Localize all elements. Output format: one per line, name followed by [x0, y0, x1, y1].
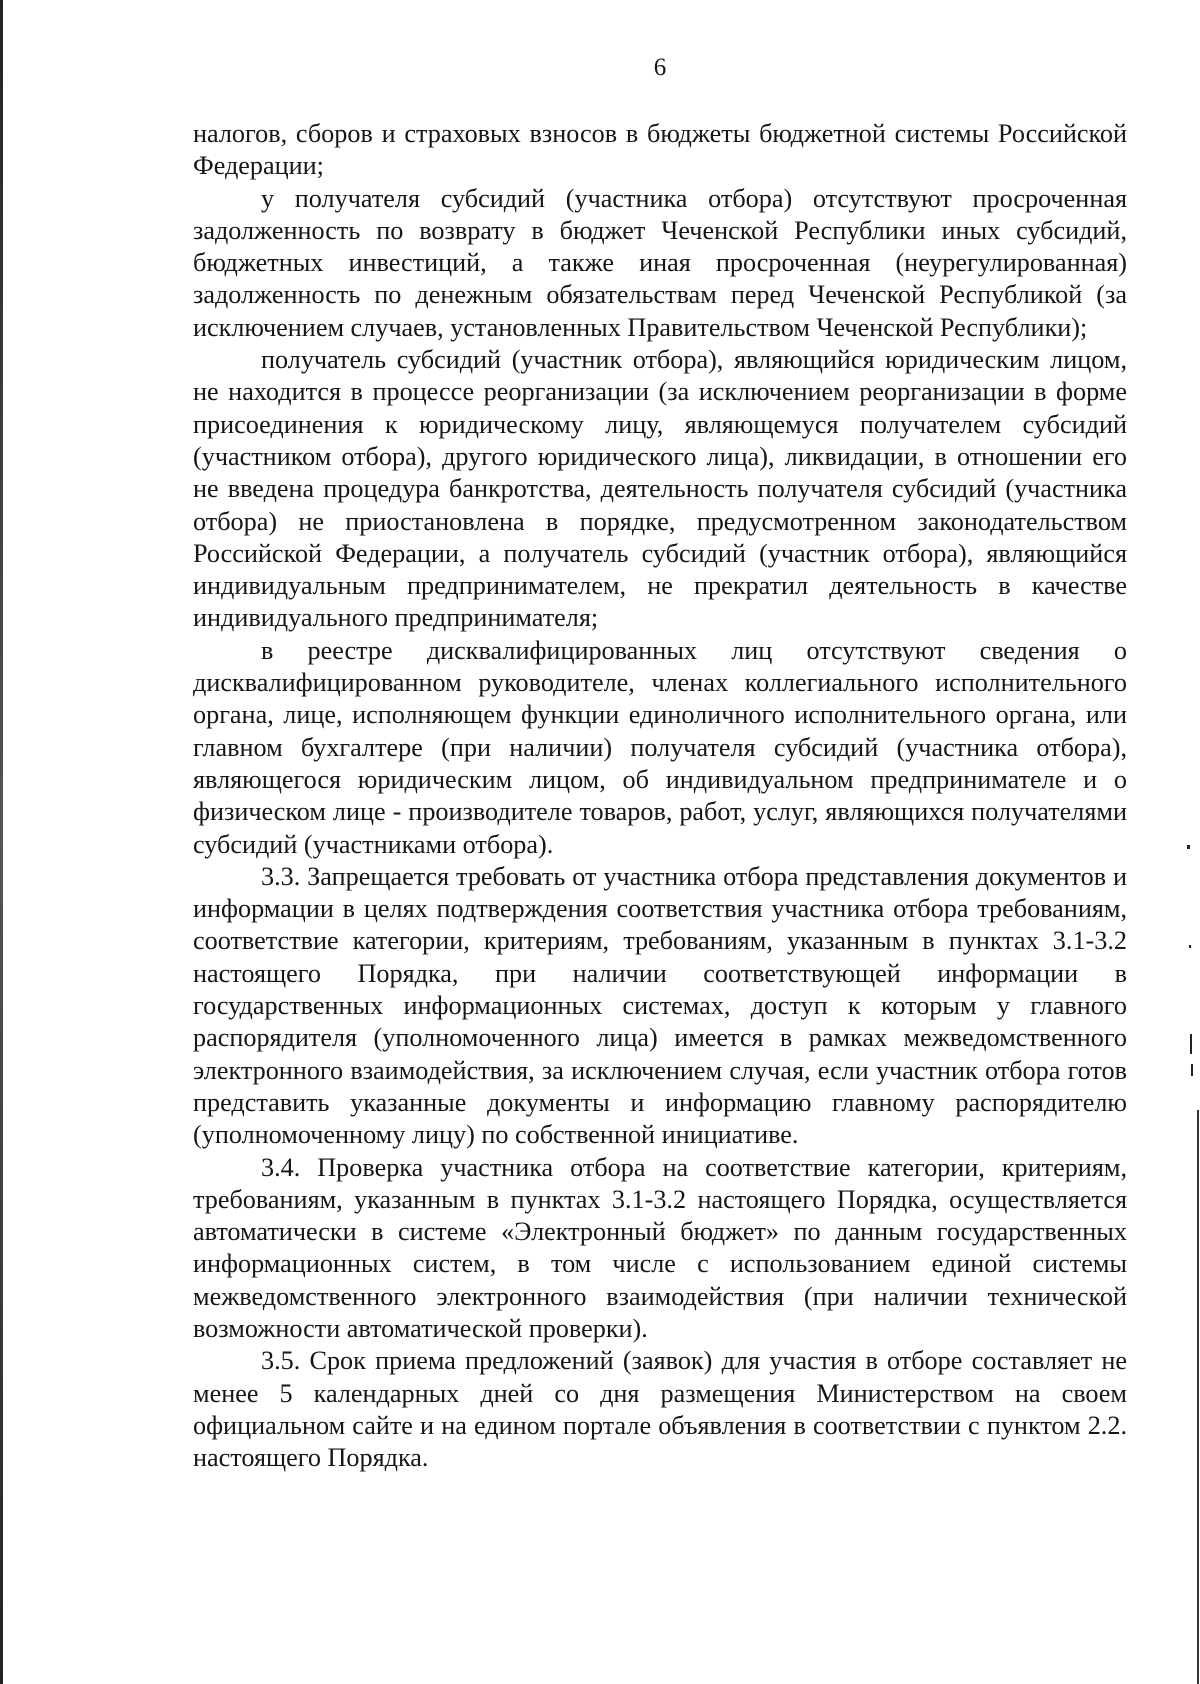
scan-speck: [1189, 945, 1191, 948]
scan-edge-right: [1197, 1110, 1199, 1684]
scan-speck: [1191, 1064, 1193, 1076]
paragraph-3-5: 3.5. Срок приема предложений (заявок) для участия в отборе составляет не менее 5 календарных дней со дня размещения Министерством на своем официальном сайте и на едином портале объявления в соответствии с пунктом 2.2. настоящего Порядка.: [193, 1346, 1127, 1473]
paragraph-no-overdue-debt: у получателя субсидий (участника отбора) отсутствуют просроченная задолженность по возврату в бюджет Чеченской Республики иных субсидий, бюджетных инвестиций, а также иная просроченная (неурегулированная) задолженность по денежным обязательствам перед Чеченской Республикой (за исключением случаев, установленных Правительством Чеченской Республики);: [193, 183, 1127, 342]
scan-speck: [1187, 845, 1190, 849]
paragraph-disqualified-persons-registry: в реестре дисквалифицированных лиц отсутствуют сведения о дисквалифицированном руководителе, членах коллегиального исполнительного органа, лице, исполняющем функции единоличного исполнительного органа, или главном бухгалтере (при наличии) получателя субсидий (участника отбора), являющегося юридическим лицом, об индивидуальном предпринимателе и о физическом лице - производителе товаров, работ, услуг, являющихся получателями субсидий (участниками отбора).: [193, 635, 1127, 859]
paragraph-3-3: 3.3. Запрещается требовать от участника отбора представления документов и информации в целях подтверждения соответствия участника отбора требованиям, соответствие категории, критериям, требованиям, указанным в пунктах 3.1-3.2 настоящего Порядка, при наличии соответствующей информации в государственных информационных системах, доступ к которым у главного распорядителя (уполномоченного лица) имеется в рамках межведомственного электронного взаимодействия, за исключением случая, если участник отбора готов представить указанные документы и информацию главному распорядителю (уполномоченному лицу) по собственной инициативе.: [193, 861, 1127, 1150]
paragraph-continued: налогов, сборов и страховых взносов в бюджеты бюджетной системы Российской Федерации;: [193, 119, 1127, 181]
scan-speck: [1190, 1034, 1192, 1054]
document-body: [193, 118, 1127, 1474]
paragraph-not-in-reorganization: получатель субсидий (участник отбора), являющийся юридическим лицом, не находится в процессе реорганизации (за исключением реорганизации в форме присоединения к юридическому лицу, являющемуся получателем субсидий (участником отбора), другого юридического лица), ликвидации, в отношении его не введена процедура банкротства, деятельность получателя субсидий (участника отбора) не приостановлена в порядке, предусмотренном законодательством Российской Федерации, а получатель субсидий (участник отбора), являющийся индивидуальным предпринимателем, не прекратил деятельность в качестве индивидуального предпринимателя;: [193, 345, 1127, 633]
page-number: 6: [653, 54, 667, 81]
scan-edge-left: [0, 0, 3, 1684]
paragraph-3-4: 3.4. Проверка участника отбора на соответствие категории, критериям, требованиям, указанным в пунктах 3.1-3.2 настоящего Порядка, осуществляется автоматически в системе «Электронный бюджет» по данным государственных информационных систем, в том числе с использованием единой системы межведомственного электронного взаимодействия (при наличии технической возможности автоматической проверки).: [193, 1152, 1127, 1343]
